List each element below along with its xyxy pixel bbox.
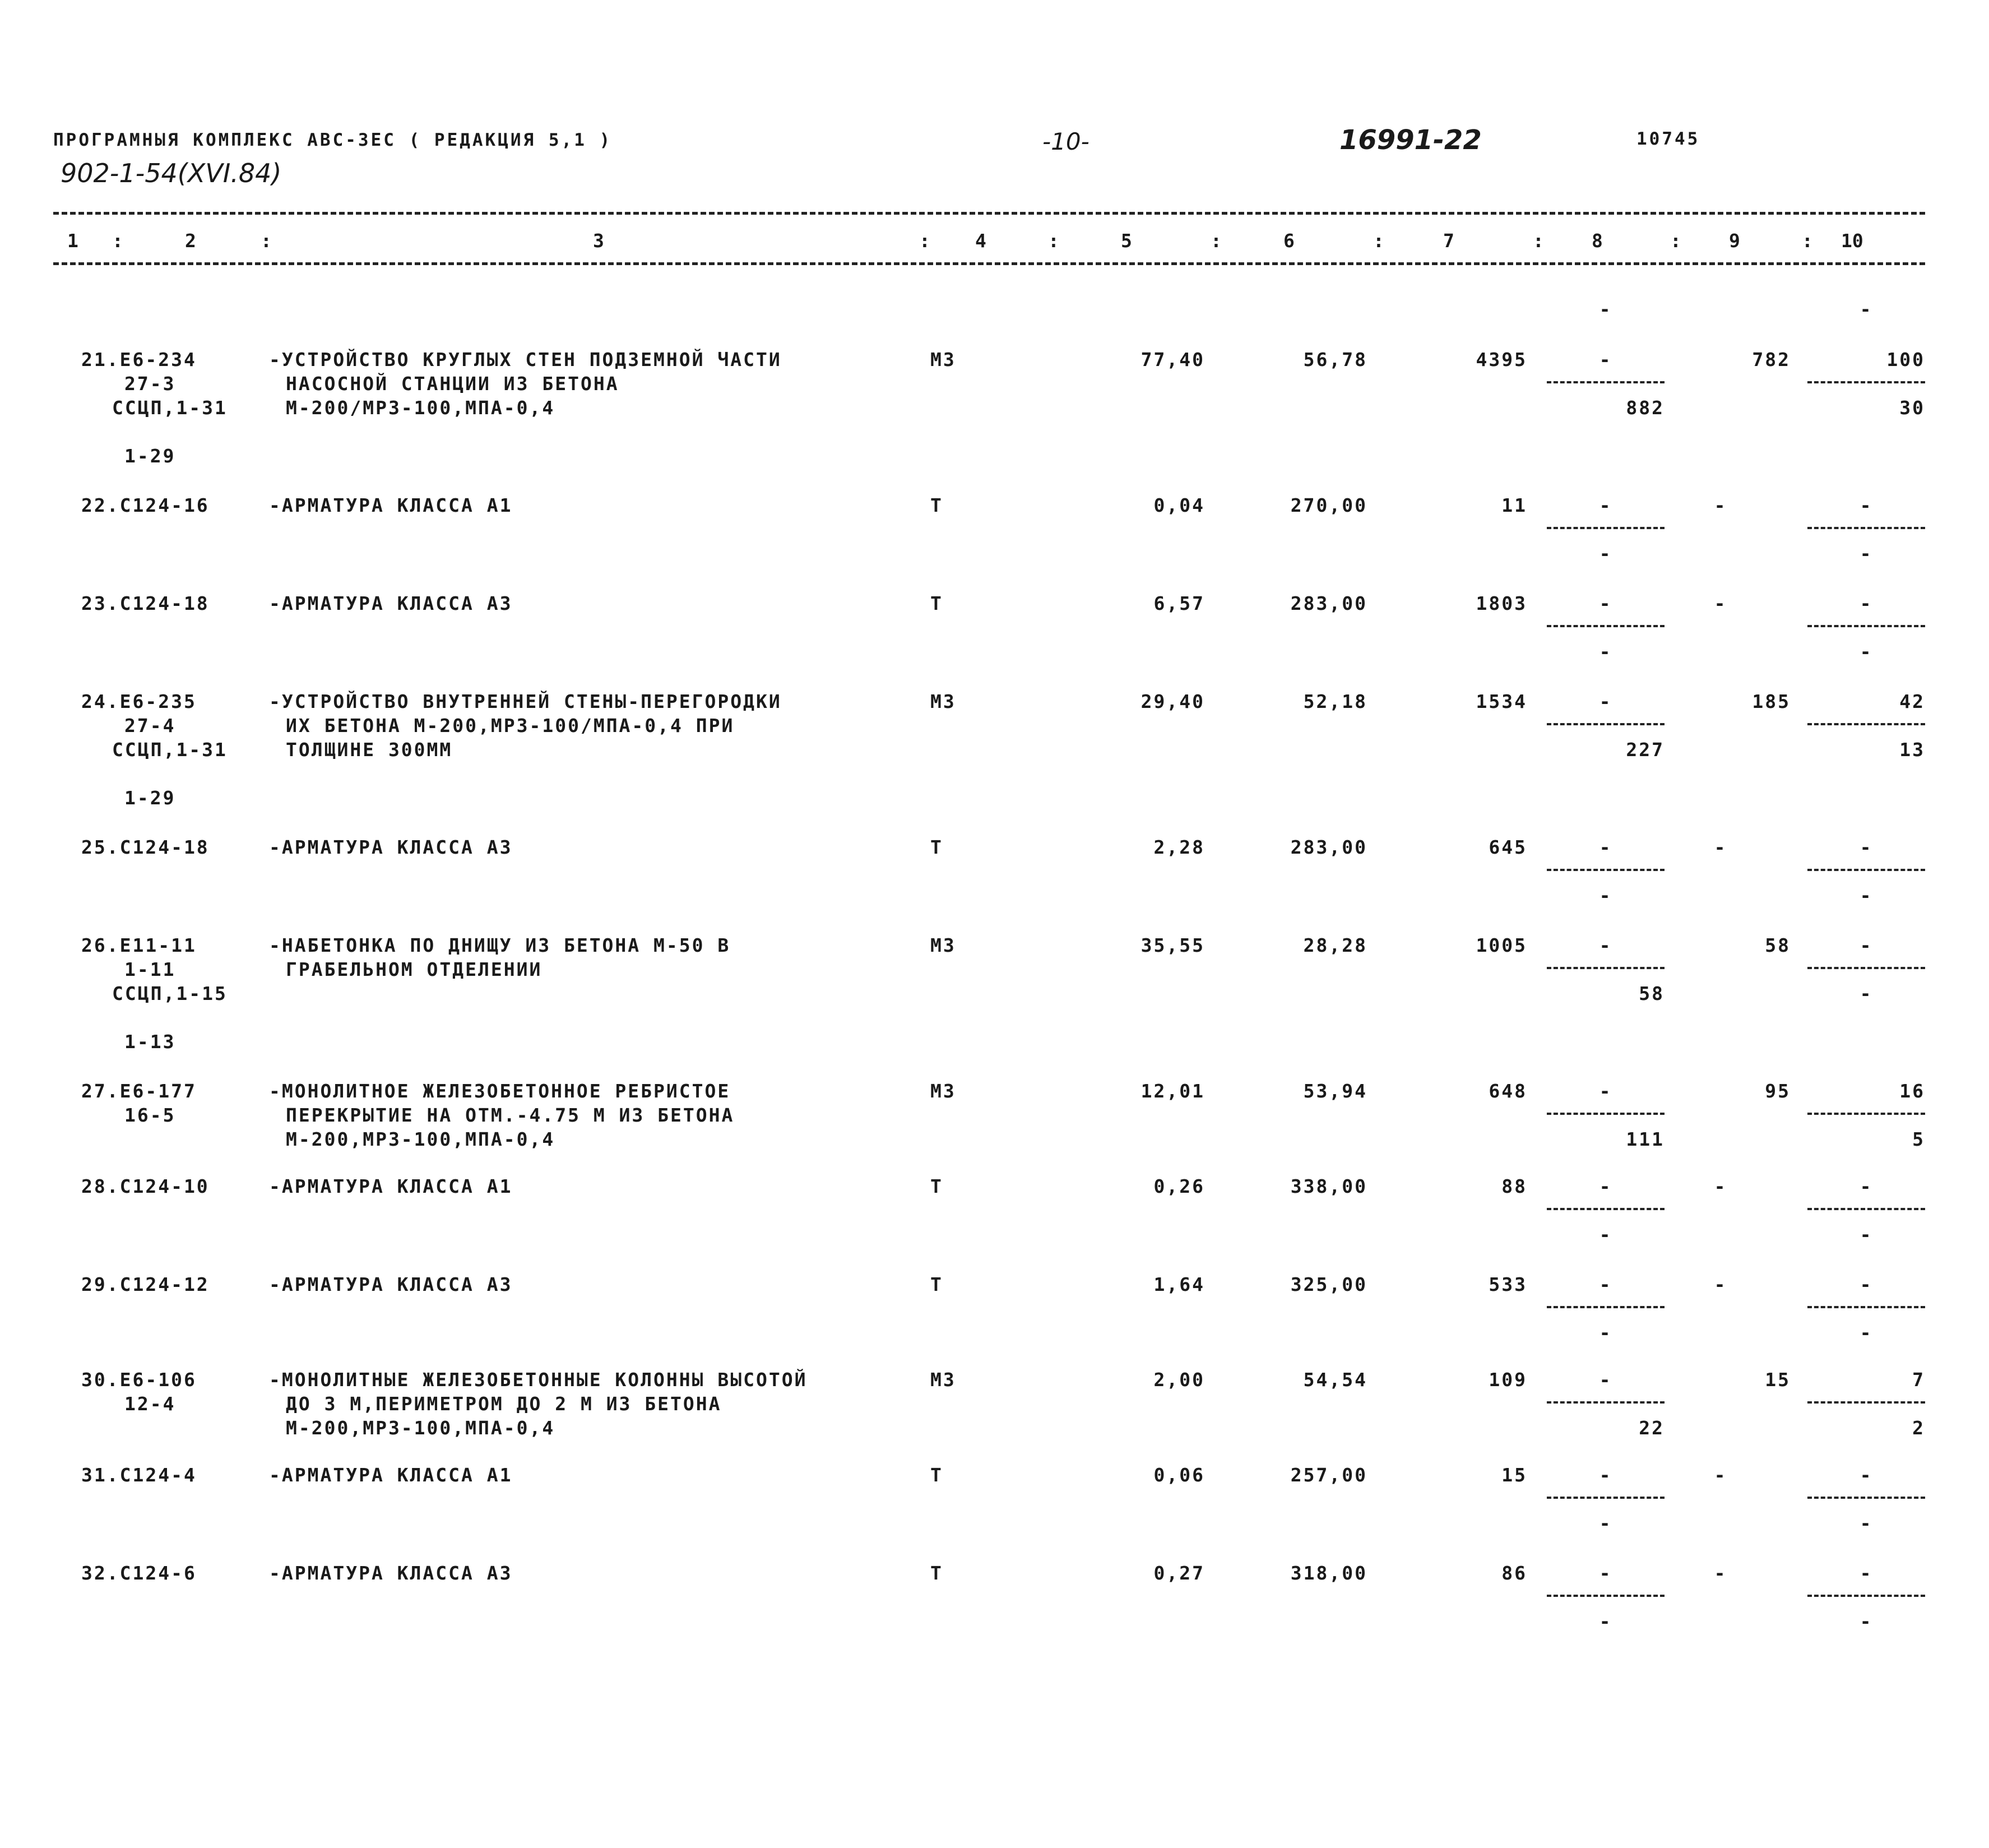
row-total: 109 [1489,1369,1527,1391]
row-col10-numerator: - [1860,1464,1873,1486]
col-separator: : [1211,230,1222,252]
row-description-line: -АРМАТУРА КЛАССА А3 [269,592,513,614]
row-unit: Т [930,1175,943,1197]
row-col10-denominator: - [1860,543,1873,564]
row-quantity: 1,64 [1153,1273,1205,1295]
row-col10-denominator: - [1860,884,1873,906]
row-description-line: -МОНОЛИТНЫЕ ЖЕЛЕЗОБЕТОННЫЕ КОЛОННЫ ВЫСОТОЙ [269,1369,808,1391]
row-col10-denominator: 2 [1912,1417,1925,1439]
row-quantity: 29,40 [1140,691,1205,712]
row-unit-price: 283,00 [1290,836,1367,858]
row-col10-denominator: - [1860,1610,1873,1632]
row-col8-denominator: 111 [1626,1128,1665,1150]
row-col10-numerator: - [1860,494,1873,516]
row-col10-denominator: - [1860,983,1873,1004]
row-unit-price: 54,54 [1303,1369,1367,1391]
fraction-rule [1807,527,1925,529]
row-total: 15 [1501,1464,1527,1486]
row-total: 648 [1489,1080,1527,1102]
row-quantity: 77,40 [1140,349,1205,370]
row-code: 22.С124-16 [81,494,210,516]
row-code-extra: 1-13 [124,1031,176,1053]
row-col10-numerator: 100 [1886,349,1925,370]
col-separator: : [919,230,930,252]
row-code: 25.С124-18 [81,836,210,858]
row-quantity: 6,57 [1153,592,1205,614]
row-col8-denominator: 882 [1626,397,1665,419]
row-code: 29.С124-12 [81,1273,210,1295]
row-col8-denominator: 58 [1639,983,1665,1004]
row-unit-price: 257,00 [1290,1464,1367,1486]
row-code: 30.Е6-106 [81,1369,197,1391]
row-col10-denominator: - [1860,1322,1873,1344]
row-col8-denominator: - [1599,1322,1612,1344]
row-col8-denominator: - [1599,641,1612,663]
row-col10-numerator: 7 [1912,1369,1925,1391]
row-col10-numerator: - [1860,1175,1873,1197]
row-quantity: 2,00 [1153,1369,1205,1391]
row-description-line: -АРМАТУРА КЛАССА А3 [269,1273,513,1295]
fraction-rule [1807,1595,1925,1597]
col-header-1: 1 [67,230,78,252]
row-total: 645 [1489,836,1527,858]
row-description-line: М-200,МРЗ-100,МПА-0,4 [286,1128,555,1150]
project-number: 902-1-54(XVI.84) [61,158,282,188]
col-separator: : [1048,230,1059,252]
col-separator: : [261,230,272,252]
row-code-line: 12-4 [124,1393,176,1415]
fraction-rule [1547,1113,1665,1115]
fraction-rule [1547,1497,1665,1499]
row-col10-denominator: - [1860,1512,1873,1534]
row-col8-numerator: - [1599,1562,1612,1584]
row-unit-price: 338,00 [1290,1175,1367,1197]
row-code-extra: 1-29 [124,787,176,809]
row-col9: 15 [1765,1369,1791,1391]
row-unit: Т [930,836,943,858]
row-unit-price: 28,28 [1303,934,1367,956]
row-quantity: 35,55 [1140,934,1205,956]
col-separator: : [1802,230,1813,252]
row-unit: М3 [930,691,956,712]
row-code-line: ССЦП,1-31 [112,739,228,761]
row-col10-numerator: - [1860,592,1873,614]
row-col10-denominator: - [1860,641,1873,663]
program-header: ПРОГРАМНЫЯ КОМПЛЕКС АВС-ЗЕС ( РЕДАКЦИЯ 5,1 ) [53,130,613,150]
row-description-line: -МОНОЛИТНОЕ ЖЕЛЕЗОБЕТОННОЕ РЕБРИСТОЕ [269,1080,731,1102]
row-col8-denominator: - [1599,543,1612,564]
row-col10-numerator: - [1860,934,1873,956]
row-unit-price: 53,94 [1303,1080,1367,1102]
row-total: 86 [1501,1562,1527,1584]
row-code: 23.С124-18 [81,592,210,614]
fraction-rule [1807,723,1925,725]
row-col8-denominator: - [1599,884,1612,906]
row-description-line: ПЕРЕКРЫТИЕ НА ОТМ.-4.75 М ИЗ БЕТОНА [286,1104,735,1126]
row-code-line: 27-4 [124,715,176,737]
row-description-line: -АРМАТУРА КЛАССА А3 [269,836,513,858]
row-quantity: 0,27 [1153,1562,1205,1584]
row-col10-denominator: 5 [1912,1128,1925,1150]
row-description-line: М-200,МРЗ-100,МПА-0,4 [286,1417,555,1439]
row-description-line: -АРМАТУРА КЛАССА А1 [269,1175,513,1197]
fraction-rule [1547,527,1665,529]
row-unit: Т [930,1273,943,1295]
row-code: 27.Е6-177 [81,1080,197,1102]
col-separator: : [1670,230,1681,252]
row-code-line: 27-3 [124,373,176,395]
row-unit-price: 283,00 [1290,592,1367,614]
header-bottom-rule [53,262,1925,265]
document-code: 10745 [1636,129,1700,149]
row-col10-numerator: 16 [1899,1080,1925,1102]
row-code-line: ССЦП,1-15 [112,983,228,1004]
row-col8-denominator: 22 [1639,1417,1665,1439]
fraction-rule [1807,625,1925,627]
fraction-rule [1807,869,1925,871]
row-quantity: 2,28 [1153,836,1205,858]
row-quantity: 0,26 [1153,1175,1205,1197]
row-col9: 95 [1765,1080,1791,1102]
row-col9: - [1714,836,1727,858]
header-top-rule [53,212,1925,215]
row-code: 24.Е6-235 [81,691,197,712]
row-col9: - [1714,592,1727,614]
row-unit: Т [930,592,943,614]
row-code: 31.С124-4 [81,1464,197,1486]
fraction-rule [1547,723,1665,725]
row-code: 21.Е6-234 [81,349,197,370]
row-description-line: ИХ БЕТОНА М-200,МРЗ-100/МПА-0,4 ПРИ [286,715,735,737]
col-separator: : [1533,230,1544,252]
row-col10-numerator: 42 [1899,691,1925,712]
fraction-rule [1547,1306,1665,1308]
row-col8-numerator: - [1599,1273,1612,1295]
row-col10-denominator: 13 [1899,739,1925,761]
row-unit-price: 318,00 [1290,1562,1367,1584]
row-unit: М3 [930,1369,956,1391]
row-total: 88 [1501,1175,1527,1197]
row-total: 1803 [1476,592,1527,614]
document-stamp: 16991-22 [1339,124,1482,156]
row-description-line: НАСОСНОЙ СТАНЦИИ ИЗ БЕТОНА [286,373,619,395]
row-description-line: -УСТРОЙСТВО ВНУТРЕННЕЙ СТЕНЫ-ПЕРЕГОРОДКИ [269,691,782,712]
row-col10-numerator: - [1860,1562,1873,1584]
row-unit: Т [930,1562,943,1584]
row-col9: - [1714,1464,1727,1486]
row-col9: - [1714,1175,1727,1197]
row-col8-numerator: - [1599,691,1612,712]
row-unit-price: 52,18 [1303,691,1367,712]
fraction-rule [1807,381,1925,383]
fraction-rule [1547,1208,1665,1210]
row-col8-denominator: 227 [1626,739,1665,761]
col-separator: : [1373,230,1384,252]
row-col10-denominator: - [1860,1224,1873,1245]
fraction-rule [1807,1497,1925,1499]
row-code: 28.С124-10 [81,1175,210,1197]
fraction-rule [1807,1306,1925,1308]
row-col8-numerator: - [1599,494,1612,516]
col-header-5: 5 [1121,230,1132,252]
row-code-line: ССЦП,1-31 [112,397,228,419]
row-description-line: М-200/МРЗ-100,МПА-0,4 [286,397,555,419]
page-number: -10- [1042,128,1089,155]
row-code: 26.Е11-11 [81,934,197,956]
row-col10-numerator: - [1860,836,1873,858]
row-unit: М3 [930,934,956,956]
row-unit-price: 56,78 [1303,349,1367,370]
row-col8-numerator: - [1599,836,1612,858]
row-col8-numerator: - [1599,934,1612,956]
row-code-line: 16-5 [124,1104,176,1126]
fraction-rule [1547,869,1665,871]
row-unit-price: 325,00 [1290,1273,1367,1295]
row-quantity: 0,04 [1153,494,1205,516]
row-col9: 185 [1752,691,1791,712]
row-col9: - [1714,1273,1727,1295]
row-total: 1005 [1476,934,1527,956]
row-description-line: -НАБЕТОНКА ПО ДНИЩУ ИЗ БЕТОНА М-50 В [269,934,731,956]
fraction-rule [1547,1595,1665,1597]
col-header-6: 6 [1283,230,1295,252]
row-code-extra: 1-29 [124,445,176,467]
row-description-line: -УСТРОЙСТВО КРУГЛЫХ СТЕН ПОДЗЕМНОЙ ЧАСТИ [269,349,782,370]
row-total: 1534 [1476,691,1527,712]
row-description-line: -АРМАТУРА КЛАССА А1 [269,1464,513,1486]
row-col8-numerator: - [1599,1175,1612,1197]
row-unit: Т [930,494,943,516]
row-total: 533 [1489,1273,1527,1295]
row-unit: М3 [930,349,956,370]
col-header-8: 8 [1592,230,1603,252]
row-col8-numerator: - [1599,1080,1612,1102]
row-col8-denominator: - [1599,1512,1612,1534]
row-col8-denominator: - [1599,1224,1612,1245]
row-col9: - [1714,494,1727,516]
fraction-rule [1547,967,1665,969]
row-code: 32.С124-6 [81,1562,197,1584]
fraction-rule [1807,1401,1925,1404]
row-quantity: 12,01 [1140,1080,1205,1102]
row-description-line: -АРМАТУРА КЛАССА А3 [269,1562,513,1584]
row-unit: М3 [930,1080,956,1102]
fraction-rule [1547,381,1665,383]
row-col8-numerator: - [1599,592,1612,614]
fraction-rule [1807,967,1925,969]
row-col8-denominator: - [1599,1610,1612,1632]
col-header-3: 3 [593,230,604,252]
row-description-line: ГРАБЕЛЬНОМ ОТДЕЛЕНИИ [286,958,543,980]
row-quantity: 0,06 [1153,1464,1205,1486]
document-page: ПРОГРАМНЫЯ КОМПЛЕКС АВС-ЗЕС ( РЕДАКЦИЯ 5,1 ) 902-1-54(XVI.84) -10- 16991-22 10745 1 : 2 : 3 : 4 : 5 : 6 : 7 : 8 : 9 : 10 - - 21.Е6-234 27-3 ССЦП,1-31 1-29 -УСТРОЙСТВО КРУГЛЫХ СТЕН ПОДЗЕМНОЙ ЧАСТИ НАСОСНОЙ СТАНЦИИ ИЗ БЕТОНА М-200/МРЗ-100,МПА-0,4 М3 77,40 56,78 4395 - 882 782 100 30 22.С124-16 -АРМАТУРА КЛАССА А1 Т 0,04 270,00 11 - - - - - 23.С124-18 -АРМАТУРА КЛАССА А3 Т 6,57 283,00 1803 - - - - - 24.Е6-235 27-4 ССЦП,1-31 1-29 -УСТРОЙСТВО ВНУТРЕННЕЙ СТЕНЫ-ПЕРЕГОРОДКИ ИХ БЕТОНА М-200,МРЗ-100/МПА-0,4 ПРИ ТОЛЩИНЕ 300ММ М3 29,40 52,18 1534 - 227 185 42 13 25.С124-18 -АРМАТУРА КЛАССА А3 Т 2,28 283,00 645 - - - - - 26.Е11-11 1-11 ССЦП,1-15 1-13 -НАБЕТОНКА ПО ДНИЩУ ИЗ БЕТОНА М-50 В ГРАБЕЛЬНОМ ОТДЕЛЕНИИ М3 35,55 28,28 1005 - 58 58 - - 27.Е6-177 16-5 -МОНОЛИТНОЕ ЖЕЛЕЗОБЕТОННОЕ РЕБРИСТОЕ ПЕРЕКРЫТИЕ НА ОТМ.-4.75 М ИЗ БЕТОНА М-200,МРЗ-100,МПА-0,4 М3 12,01 53,94 648 - 111 95 16 5 28.С124-10 -АРМАТУРА КЛАССА А1 Т 0,26 338,00 88 - - - - - 29.С124-12 -АРМАТУРА КЛАССА А3 Т 1,64 325,00 533 - - - - - 30.Е6-106 12-4 -МОНОЛИТНЫЕ ЖЕЛЕЗОБЕТОННЫЕ КОЛОННЫ ВЫСОТОЙ ДО 3 М,ПЕРИМЕТРОМ ДО 2 М ИЗ БЕТОНА М-200,МРЗ-100,МПА-0,4 М3 2,00 54,54 109 - 22 15 7 2 31.С124-4 -АРМАТУРА КЛАССА А1 Т 0,06 257,00 15 - - - - - 32.С124-6 -АРМАТУРА КЛАССА А3 Т 0,27 318,00 86 - - - - - [53,124,1925,1632]
row-col9: - [1714,1562,1727,1584]
row-col9: 58 [1765,934,1791,956]
row-code-line: 1-11 [124,958,176,980]
row-col10-denominator: 30 [1899,397,1925,419]
col-header-2: 2 [185,230,196,252]
row-description-line: -АРМАТУРА КЛАССА А1 [269,494,513,516]
fraction-rule [1547,1401,1665,1404]
row-col10-numerator: - [1860,1273,1873,1295]
row-unit-price: 270,00 [1290,494,1367,516]
fraction-rule [1807,1113,1925,1115]
fraction-rule [1547,625,1665,627]
row-unit: Т [930,1464,943,1486]
col-separator: : [112,230,123,252]
col-header-7: 7 [1443,230,1454,252]
fraction-rule [1807,1208,1925,1210]
col-header-10: 10 [1841,230,1863,252]
col-header-4: 4 [975,230,986,252]
row-total: 11 [1501,494,1527,516]
row-col8-numerator: - [1599,349,1612,370]
row-col8-numerator: - [1599,1464,1612,1486]
col-header-9: 9 [1729,230,1740,252]
row-col9: 782 [1752,349,1791,370]
row-col8-numerator: - [1599,1369,1612,1391]
row-description-line: ТОЛЩИНЕ 300ММ [286,739,453,761]
row-total: 4395 [1476,349,1527,370]
row-description-line: ДО 3 М,ПЕРИМЕТРОМ ДО 2 М ИЗ БЕТОНА [286,1393,722,1415]
